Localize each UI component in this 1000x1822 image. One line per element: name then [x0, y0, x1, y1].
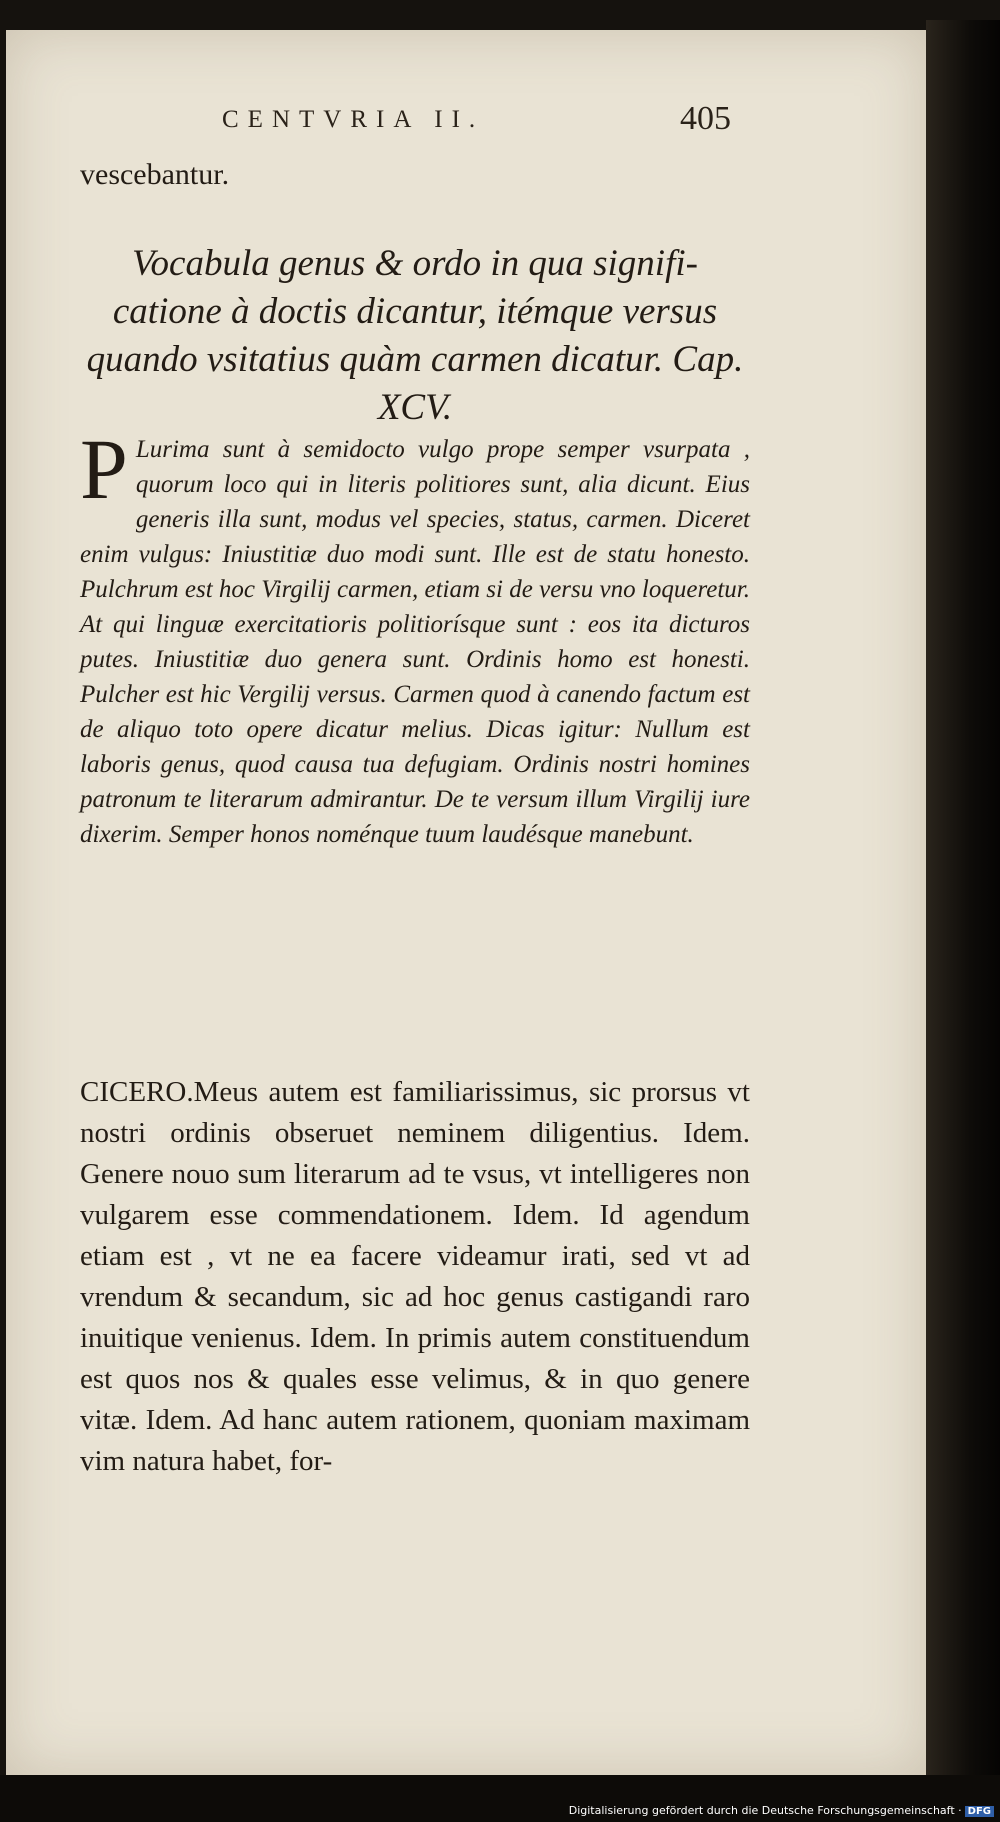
chapter-title: Vocabula genus & ordo in qua signifi- catione à doctis dicantur, itémque versus quando vsitatius quàm carmen dicatur. Cap. XCV.: [86, 243, 744, 428]
drop-cap: P: [80, 421, 128, 517]
running-title: CENTVRIA II.: [222, 106, 485, 133]
dfg-logo: DFG: [965, 1806, 994, 1817]
italic-paragraph-text: Lurima sunt à semidocto vulgo prope semper vsurpata , quorum loco qui in literis politiores sunt, alia dicunt. Eius generis illa sunt, modus vel species, status, carmen. Diceret enim vulgus: Iniustitiæ duo modi sunt. Ille est de statu honesto. Pulchrum est hoc Virgilij carmen, etiam si de versu vno loqueretur. At qui linguæ exercitatioris politiorísque sunt : eos ita dicturos putes. Iniustitiæ duo genera sunt. Ordinis homo est honesti. Pulcher est hic Vergilij versus. Carmen quod à canendo factum est de aliquo toto opere dicatur melius. Dicas igitur: Nullum est laboris genus, quod causa tua defugiam. Ordinis nostri homines patronum te literarum admirantur. De te versum illum Virgilij iure dixerim. Semper honos noménque tuum laudésque manebunt.: [80, 436, 750, 848]
italic-paragraph: [80, 421, 750, 852]
author-lead: CICERO.: [80, 1076, 194, 1108]
digitization-credit: [569, 1804, 994, 1817]
roman-paragraph-text: Meus autem est familiarissimus, sic prorsus vt nostri ordinis obseruet neminem diligentius. Idem. Genere nouo sum literarum ad te vsus, vt intelligeres non vulgarem esse commendationem. Idem. Id agendum etiam est , vt ne ea facere videamur irati, sed vt ad vrendum & secandum, sic ad hoc genus castigandi raro inuitique venienus. Idem. In primis autem constituendum est quos nos & quales esse velimus, & in quo genere vitæ. Idem. Ad hanc autem rationem, quoniam maximam vim natura habet, for-: [80, 1076, 750, 1477]
page-edge-shadow: [926, 20, 1000, 1780]
roman-paragraph: [80, 1072, 750, 1482]
continuation-line: vescebantur.: [80, 158, 230, 191]
credit-text: Digitalisierung gefördert durch die Deutsche Forschungsgemeinschaft ·: [568, 1804, 962, 1817]
page-number: 405: [680, 100, 731, 137]
